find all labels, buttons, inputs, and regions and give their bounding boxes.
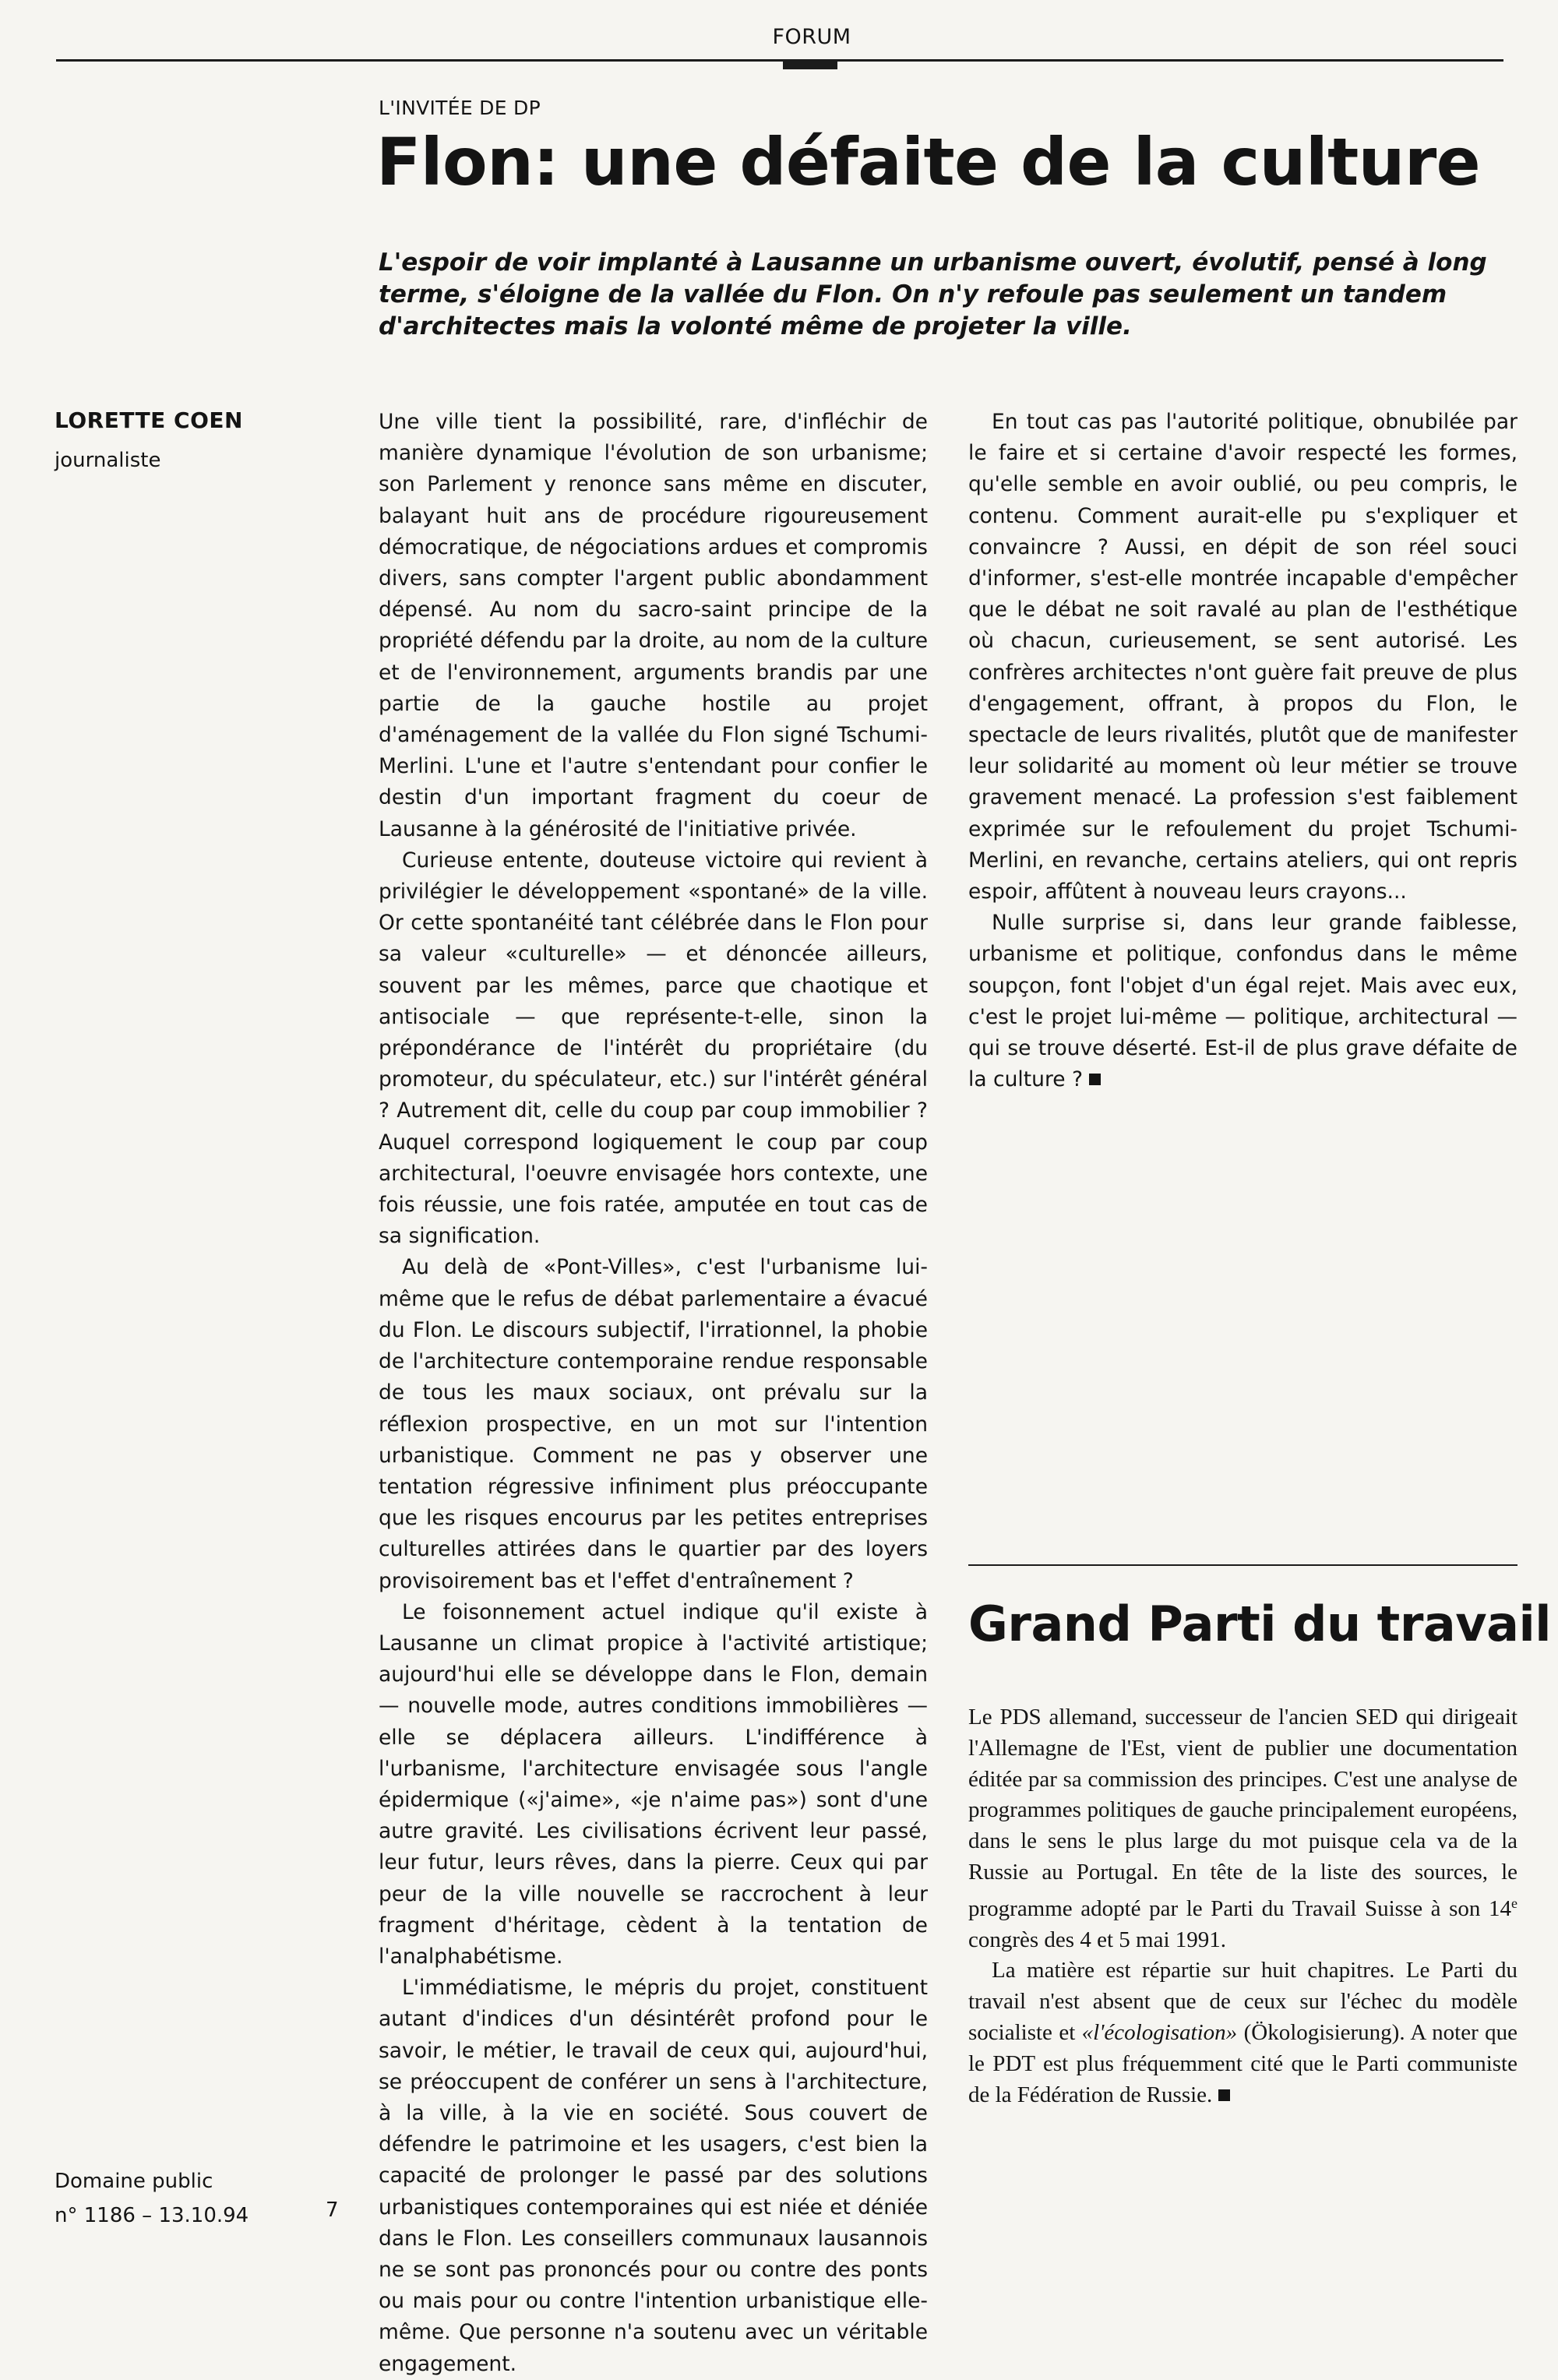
end-mark-icon <box>1089 1074 1101 1085</box>
header-rule <box>56 59 1503 62</box>
issue-info: n° 1186 – 13.10.94 <box>55 2204 249 2227</box>
footer-publication <box>55 2164 249 2233</box>
article-paragraph: Au delà de «Pont-Villes», c'est l'urbanisme lui-même que le refus de débat parlementaire a évacué du Flon. Le discours subjectif, l'irrationnel, la phobie de l'architecture contemporaine rendue responsable de tous les maux sociaux, ont prévalu sur la réflexion prospective, en un mot sur l'intention urbanistique. Comment ne pas y observer une tentation régressive infiniment plus préoccupante que les risques encourus par les petites entreprises culturelles attirées dans le quartier par des loyers provisoirement bas et l'effet d'entraînement ? <box>379 1255 928 1593</box>
sidebar-article-body <box>968 1702 1517 2110</box>
article-paragraph: Une ville tient la possibilité, rare, d'infléchir de manière dynamique l'évolution de son urbanisme; son Parlement y renonce sans même en discuter, balayant huit ans de procédure rigoureusement démocratique, de négociations ardues et compromis divers, sans compter l'argent public abondamment dépensé. Au nom du sacro-saint principe de la propriété défendu par la droite, au nom de la culture et de l'environnement, arguments brandis par une partie de la gauche hostile au projet d'aménagement de la vallée du Flon signé Tschumi-Merlini. L'une et l'autre s'entendant pour confier le destin d'un important fragment du coeur de Lausanne à la générosité de l'initiative privée. <box>379 410 928 841</box>
sidebar-text: La matière est répartie sur huit chapitres. Le Parti du travail n'est absent que de ceux sur l'échec du modèle socialiste et <box>968 1958 1517 2045</box>
sidebar-text: (Ökologisierung). A noter que le PDT est plus fréquemment cité que le Parti communiste de la Fédération de Russie. <box>968 2019 1517 2107</box>
article-paragraph-text: Nulle surprise si, dans leur grande faiblesse, urbanisme et politique, confondus dans le même soupçon, font l'objet d'un égal rejet. Mais avec eux, c'est le projet lui-même — politique, architectural — qui se trouve déserté. Est-il de plus grave défaite de la culture ? <box>968 911 1517 1092</box>
article-title: Flon: une défaite de la culture <box>376 124 1481 200</box>
page-number: 7 <box>326 2198 339 2222</box>
article-column-1 <box>379 407 928 2380</box>
sidebar-article-title: Grand Parti du travail <box>968 1595 1551 1652</box>
section-label: FORUM <box>772 25 851 49</box>
sidebar-text: congrès des 4 et 5 mai 1991. <box>968 1927 1227 1952</box>
header-rule-tab <box>783 59 837 69</box>
author-name: LORETTE COEN <box>55 407 243 433</box>
article-paragraph-split: L'immédiatisme, le mépris du projet, constituent autant d'indices d'un désintérêt profond pour le savoir, le métier, le travail de ceux qui, aujourd'hui, se préoccupent de conférer un sens à l'architecture, à la ville, à la vie en société. Sous couvert de défendre le patrimoine et les usagers, c'est bien la capacité de prolonger le passé par des solutions urbanistiques contemporaines qui est niée et déniée dans le Flon. Les conseillers communaux lausannois ne se sont pas prononcés pour ou contre des ponts ou mais pour ou contre l'intention urbanistique elle-même. Que personne n'a soutenu avec un véritable engagement. <box>379 1976 928 2376</box>
article-kicker: L'INVITÉE DE DP <box>379 97 541 119</box>
section-divider <box>968 1564 1517 1566</box>
superscript: e <box>1511 1895 1517 1911</box>
sidebar-text: Le PDS allemand, successeur de l'ancien SED qui dirigeait l'Allemagne de l'Est, vient de publier une documentation éditée par sa commission des principes. C'est une analyse de programmes politiques de gauche principalement européens, dans le sens le plus large du mot puisque cela va de la Russie au Portugal. En tête de la liste des sources, le programme adopté par le Parti du Travail Suisse à son 14 <box>968 1705 1517 1921</box>
article-paragraph: En tout cas pas l'autorité politique, obnubilée par le faire et si certaine d'avoir respecté les formes, qu'elle semble en avoir oublié, ou peu compris, le contenu. Comment aurait-elle pu s'expliquer et convaincre ? Aussi, en dépit de son réel souci d'informer, s'est-elle montrée incapable d'empêcher que le débat ne soit ravalé au plan de l'esthétique où chacun, curieusement, se sent autorisé. Les confrères architectes n'ont guère fait preuve de plus d'engagement, offrant, à propos du Flon, le spectacle de leurs rivalités, plutôt que de manifester leur solidarité au moment où leur métier se trouve gravement menacé. La profession s'est faiblement exprimée sur le refoulement du projet Tschumi-Merlini, en revanche, certains ateliers, qui ont repris espoir, affûtent à nouveau leurs crayons... <box>968 410 1517 904</box>
sidebar-emphasis: «l'écologisation» <box>1081 2019 1238 2045</box>
publication-name: Domaine public <box>55 2170 213 2193</box>
end-mark-icon <box>1218 2089 1230 2101</box>
author-role: journaliste <box>55 449 161 472</box>
article-lead: L'espoir de voir implanté à Lausanne un urbanisme ouvert, évolutif, pensé à long terme, s'éloigne de la vallée du Flon. On n'y refoule pas seulement un tandem d'architectes mais la volonté même de projeter la ville. <box>379 249 1487 340</box>
sidebar-paragraph <box>968 1955 1517 2110</box>
sidebar-paragraph <box>968 1702 1517 1955</box>
article-paragraph: Le foisonnement actuel indique qu'il existe à Lausanne un climat propice à l'activité artistique; aujourd'hui elle se développe dans le Flon, demain — nouvelle mode, autres conditions immobilières — elle se déplacera ailleurs. L'indifférence à l'urbanisme, l'architecture envisagée sous l'angle épidermique («j'aime», «je n'aime pas») sont d'une autre gravité. Les civilisations écrivent leur passé, leur futur, leurs rêves, dans la pierre. Ceux qui par peur de la ville nouvelle se raccrochent à leur fragment d'héritage, cèdent à la tentation de l'analphabétisme. <box>379 1599 928 1969</box>
article-paragraph-last <box>968 908 1517 1095</box>
article-paragraph: Curieuse entente, douteuse victoire qui revient à privilégier le développement «spontané» de la ville. Or cette spontanéité tant célébrée dans le Flon pour sa valeur «culturelle» — et dénoncée ailleurs, souvent par les mêmes, parce que chaotique et antisociale — que représente-t-elle, sinon la prépondérance de l'intérêt du propriétaire (du promoteur, du spéculateur, etc.) sur l'intérêt général ? Autrement dit, celle du coup par coup immobilier ? Auquel correspond logiquement le coup par coup architectural, l'oeuvre envisagée hors contexte, une fois réussie, une fois ratée, amputée en tout cas de sa signification. <box>379 848 928 1249</box>
article-column-2 <box>968 407 1517 1095</box>
